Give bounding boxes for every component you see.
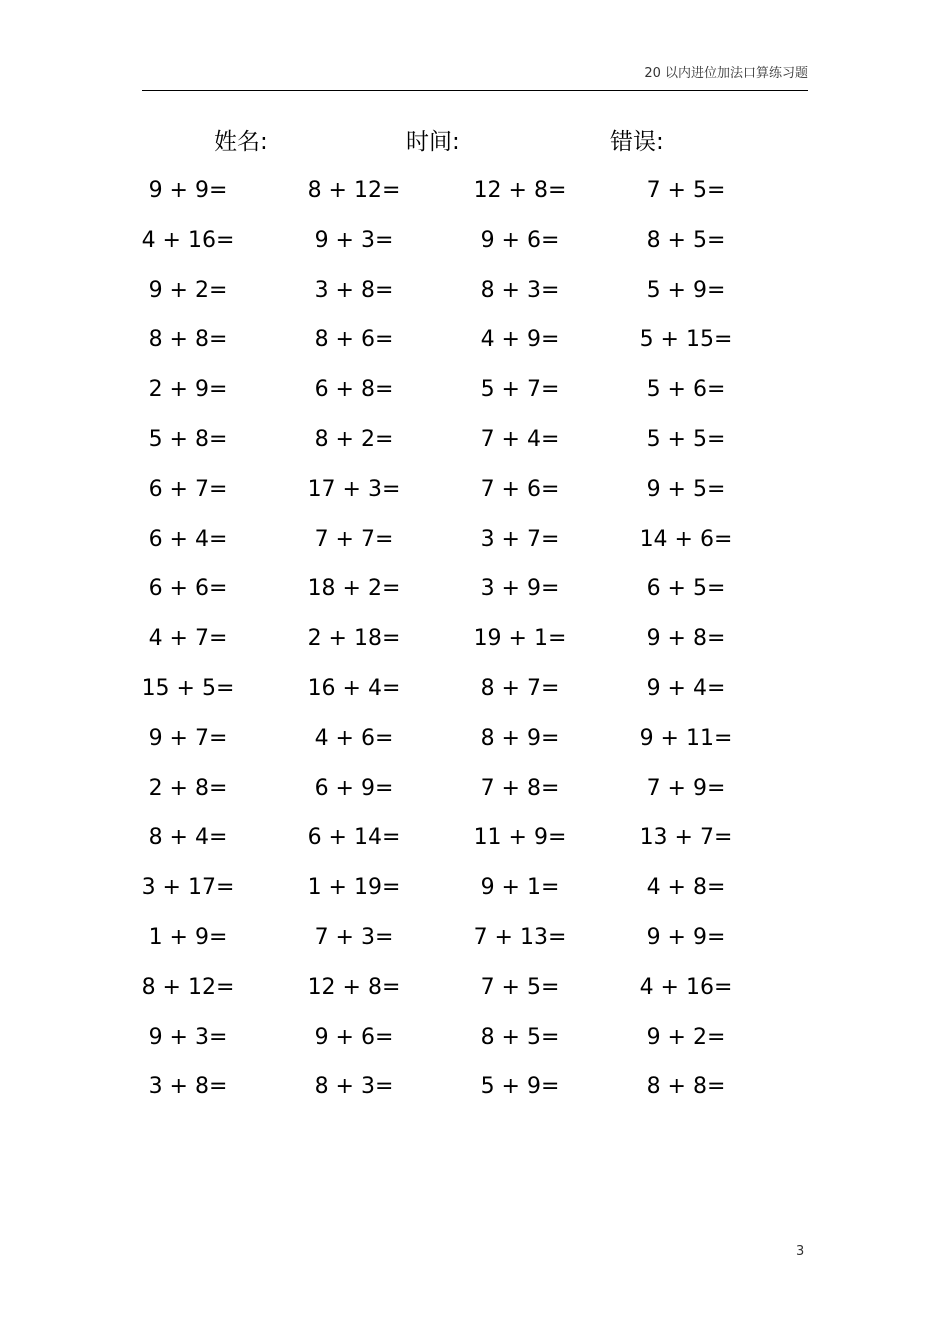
problem-item: 4 + 8= [646,875,726,901]
problem-item: 4 + 6= [314,725,394,751]
problem-item: 9 + 3= [314,227,394,253]
problem-item: 9 + 5= [646,476,726,502]
problem-item: 9 + 2= [646,1024,726,1050]
problem-item: 8 + 4= [148,825,228,851]
problem-item: 13 + 7= [639,825,733,851]
time-label: 时间: [406,129,460,155]
problem-item: 8 + 7= [480,675,560,701]
problem-item: 8 + 8= [646,1074,726,1100]
problem-item: 8 + 12= [141,974,235,1000]
page-header [142,62,808,91]
problem-item: 3 + 17= [141,875,235,901]
problem-item: 8 + 9= [480,725,560,751]
problem-item: 15 + 5= [141,675,235,701]
name-label: 姓名: [214,129,268,155]
problem-item: 5 + 9= [480,1074,560,1100]
problem-item: 7 + 9= [646,775,726,801]
problem-item: 7 + 4= [480,426,560,452]
problem-item: 5 + 6= [646,377,726,403]
problem-item: 12 + 8= [473,178,567,203]
problem-item: 8 + 5= [646,227,726,253]
problem-item: 6 + 8= [314,377,394,403]
problem-item: 9 + 7= [148,725,228,751]
problem-item: 6 + 6= [148,576,228,602]
problem-item: 9 + 11= [639,725,733,751]
problem-item: 19 + 1= [473,626,567,652]
problem-item: 8 + 12= [307,178,401,203]
problem-item: 7 + 5= [646,178,726,203]
problem-item: 7 + 7= [314,526,394,552]
problem-item: 17 + 3= [307,476,401,502]
problem-item: 8 + 6= [314,327,394,353]
problem-item: 7 + 3= [314,924,394,950]
problem-item: 9 + 4= [646,675,726,701]
problem-item: 12 + 8= [307,974,401,1000]
problem-item: 4 + 9= [480,327,560,353]
problem-item: 11 + 9= [473,825,567,851]
problem-item: 5 + 9= [646,277,726,303]
problem-item: 4 + 16= [141,227,235,253]
problem-item: 3 + 8= [148,1074,228,1100]
problem-item: 7 + 6= [480,476,560,502]
problem-item: 8 + 3= [480,277,560,303]
problem-item: 14 + 6= [639,526,733,552]
problem-item: 6 + 9= [314,775,394,801]
problem-item: 2 + 9= [148,377,228,403]
problem-item: 4 + 16= [639,974,733,1000]
problem-item: 9 + 9= [646,924,726,950]
problem-item: 5 + 5= [646,426,726,452]
problem-item: 9 + 8= [646,626,726,652]
problem-item: 8 + 2= [314,426,394,452]
problem-item: 8 + 5= [480,1024,560,1050]
problem-item: 9 + 2= [148,277,228,303]
problem-item: 6 + 4= [148,526,228,552]
problem-item: 3 + 7= [480,526,560,552]
problem-item: 7 + 5= [480,974,560,1000]
problem-item: 6 + 5= [646,576,726,602]
problem-item: 5 + 7= [480,377,560,403]
student-info-row [0,124,950,160]
page-number: 3 [796,1244,805,1259]
problem-item: 1 + 19= [307,875,401,901]
problem-item: 3 + 9= [480,576,560,602]
problem-item: 4 + 7= [148,626,228,652]
problem-item: 5 + 8= [148,426,228,452]
problem-item: 2 + 8= [148,775,228,801]
problem-item: 7 + 8= [480,775,560,801]
problem-item: 7 + 13= [473,924,567,950]
problem-grid [140,170,740,1116]
problem-item: 8 + 8= [148,327,228,353]
problem-item: 5 + 15= [639,327,733,353]
header-title: 20 以内进位加法口算练习题 [644,66,808,81]
problem-item: 18 + 2= [307,576,401,602]
problem-item: 9 + 6= [480,227,560,253]
errors-label: 错误: [610,129,664,155]
problem-item: 2 + 18= [307,626,401,652]
problem-item: 8 + 3= [314,1074,394,1100]
problem-item: 1 + 9= [148,924,228,950]
problem-item: 3 + 8= [314,277,394,303]
problem-item: 9 + 3= [148,1024,228,1050]
problem-item: 6 + 14= [307,825,401,851]
problem-item: 6 + 7= [148,476,228,502]
problem-item: 9 + 6= [314,1024,394,1050]
problem-item: 9 + 1= [480,875,560,901]
problem-item: 16 + 4= [307,675,401,701]
problem-item: 9 + 9= [148,178,228,203]
